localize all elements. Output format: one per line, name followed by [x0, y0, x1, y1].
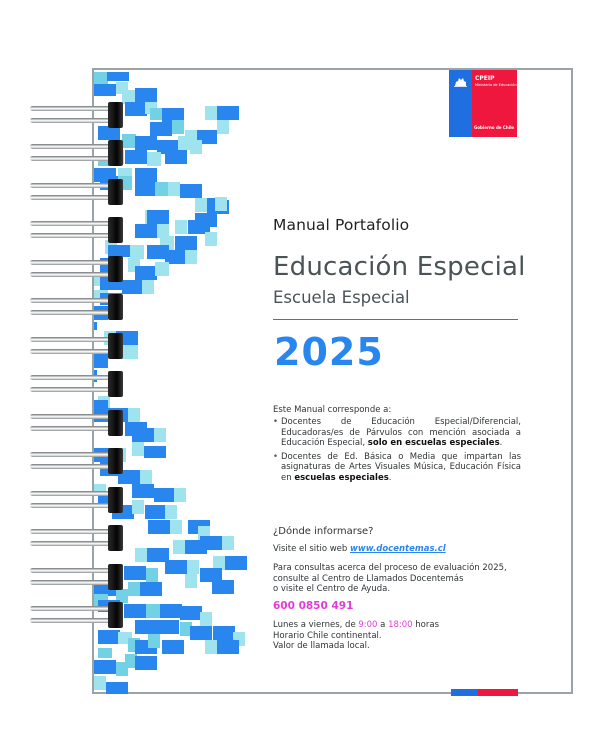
spiral-ring-icon	[30, 373, 126, 395]
audience-intro: Este Manual corresponde a:	[273, 405, 392, 415]
spiral-ring-icon	[30, 335, 126, 357]
audience-list	[273, 417, 521, 487]
audience-item: • Docentes de Educación Especial/Diferencial, Educadoras/es de Párvulos con mención asociada a Educación Especial, solo en escuelas especiales.	[273, 417, 521, 449]
spiral-ring-icon	[30, 412, 126, 434]
logo-org: CPEIP	[475, 75, 495, 82]
spiral-ring-icon	[30, 566, 126, 588]
chile-crest-icon	[454, 77, 467, 87]
spiral-ring-icon	[30, 142, 126, 164]
page-title: Educación Especial	[273, 252, 526, 282]
website-link[interactable]: www.docentemas.cl	[350, 544, 446, 554]
spiral-ring-icon	[30, 104, 126, 126]
audience-item: • Docentes de Ed. Básica o Media que impartan las asignaturas de Artes Visuales Música, Educación Física en escuelas especiales.	[273, 452, 521, 484]
spiral-ring-icon	[30, 527, 126, 549]
hours-text: Lunes a viernes, de 9:00 a 18:00 horas Horario Chile continental. Valor de llamada local.	[273, 620, 440, 652]
logo-red-panel	[472, 70, 517, 137]
logo-ministry: Ministerio de Educación	[475, 83, 517, 87]
spiral-ring-icon	[30, 604, 126, 626]
spiral-ring-icon	[30, 181, 126, 203]
spiral-ring-icon	[30, 450, 126, 472]
cpeip-logo	[449, 70, 517, 137]
spiral-ring-icon	[30, 258, 126, 280]
contact-heading: ¿Dónde informarse?	[273, 526, 374, 537]
manual-label: Manual Portafolio	[273, 216, 410, 234]
website-line: Visite el sitio web www.docentemas.cl	[273, 544, 446, 554]
logo-government: Gobierno de Chile	[474, 125, 515, 130]
phone-number: 600 0850 491	[273, 600, 354, 612]
chile-flag-stripe	[451, 689, 518, 696]
title-divider	[273, 319, 518, 320]
year-label: 2025	[274, 330, 384, 374]
hours-end: 18:00	[388, 620, 413, 630]
audience-emphasis: solo en escuelas especiales	[367, 438, 500, 449]
logo-blue-panel	[449, 70, 472, 137]
spiral-ring-icon	[30, 219, 126, 241]
consult-text: Para consultas acerca del proceso de evaluación 2025, consulte al Centro de Llamados Docentemás o visite el Centro de Ayuda.	[273, 563, 507, 595]
spiral-ring-icon	[30, 296, 126, 318]
spiral-ring-icon	[30, 489, 126, 511]
page-subtitle: Escuela Especial	[273, 288, 410, 307]
hours-start: 9:00	[358, 620, 378, 630]
audience-emphasis: escuelas especiales	[294, 472, 389, 483]
